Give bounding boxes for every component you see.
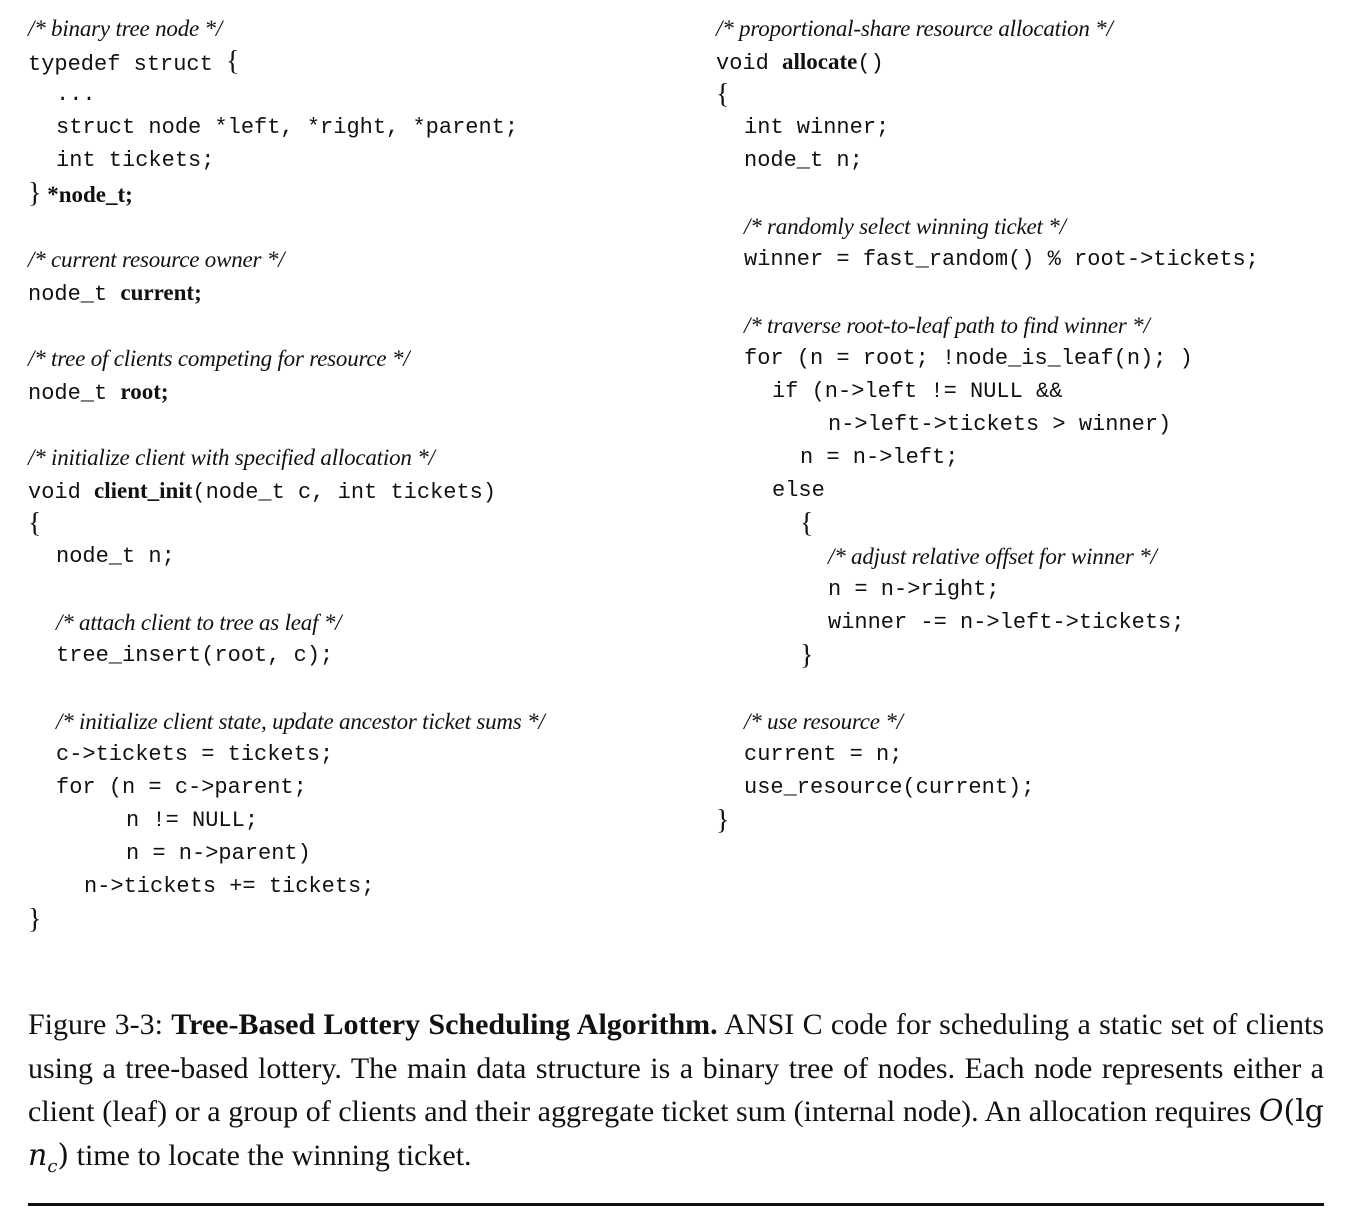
else-line: else [772,478,825,503]
assign-tickets-line: c->tickets = tickets; [56,742,334,767]
type-node-t: node_t [28,381,121,406]
comment-current-owner: /* current resource owner */ [28,247,285,272]
root-decl-line [28,375,688,408]
tree-insert-line: tree_insert(root, c); [56,643,334,668]
comment-update-ancestors: /* initialize client state, update ancestor ticket sums */ [56,709,545,734]
caption-body-2: time to locate the winning ticket. [69,1138,472,1172]
function-brace-close: } [28,904,42,935]
else-brace-open: { [800,508,814,539]
comment-use-resource: /* use resource */ [744,709,903,734]
if-line: if (n->left != NULL && [772,379,1063,404]
ellipsis-line: ... [56,82,96,107]
blank-line [716,672,1336,705]
typedef-keyword: typedef struct [28,52,227,77]
caption-body-1: ANSI C code for scheduling a static set of clients using a tree-based lottery. The main data structure is a binary tree of nodes. Each node represents either a client (leaf) or a group of clients and their aggregate ticket sum (internal node). An allocation requires [28,1008,1325,1128]
current-identifier: current; [120,280,202,305]
figure-caption [28,1003,1324,1177]
allocate-signature [716,45,1336,78]
comment-adjust-offset: /* adjust relative offset for winner */ [828,544,1157,569]
math-big-o: O [1258,1094,1284,1129]
typedef-close-line [28,177,688,210]
blank-line [28,408,688,441]
bottom-rule [28,1203,1324,1206]
winner-subtract-line: winner -= n->left->tickets; [828,610,1185,635]
client-init-args: (node_t c, int tickets) [192,480,497,505]
typedef-line [28,45,688,78]
for-step-line: n = n->parent) [126,841,311,866]
left-code-column [28,12,688,936]
current-decl-line [28,276,688,309]
right-code-column [716,12,1336,837]
blank-line [28,210,688,243]
node-t-typename: *node_t; [41,182,133,207]
blank-line [28,573,688,606]
allocate-args: () [857,51,884,76]
allocate-function-name: allocate [782,49,858,74]
for-body-line: n->tickets += tickets; [84,874,375,899]
n-right-line: n = n->right; [828,577,1000,602]
blank-line [28,309,688,342]
blank-line [716,177,1336,210]
math-lg: lg [1295,1094,1324,1129]
struct-pointers-line: struct node *left, *right, *parent; [56,115,519,140]
winner-assign-line: winner = fast_random() % root->tickets; [744,247,1259,272]
brace-open: { [226,46,240,77]
math-paren-open: ( [1283,1094,1296,1129]
figure-label: Figure 3-3: [28,1008,172,1041]
allocate-brace-close: } [716,805,730,836]
n-left-line: n = n->left; [800,445,959,470]
void-keyword: void [716,51,783,76]
client-init-function-name: client_init [94,478,193,503]
comment-proportional-share: /* proportional-share resource allocation */ [716,16,1113,41]
comment-tree-of-clients: /* tree of clients competing for resource */ [28,346,410,371]
brace-close: } [28,178,42,209]
if-continuation-line: n->left->tickets > winner) [828,412,1172,437]
comment-random-select: /* randomly select winning ticket */ [744,214,1066,239]
math-n: n [28,1137,48,1173]
comment-initialize-client: /* initialize client with specified allocation */ [28,445,435,470]
for-condition-line: n != NULL; [126,808,259,833]
function-brace-open: { [28,508,42,539]
comment-attach-client: /* attach client to tree as leaf */ [56,610,342,635]
decl-n-line: node_t n; [744,148,863,173]
else-brace-close: } [800,640,814,671]
int-winner-line: int winner; [744,115,890,140]
current-assign-line: current = n; [744,742,903,767]
math-subscript-c: c [47,1155,58,1177]
blank-line [28,672,688,705]
allocate-brace-open: { [716,79,730,110]
use-resource-line: use_resource(current); [744,775,1035,800]
for-start-line: for (n = c->parent; [56,775,307,800]
blank-line [716,276,1336,309]
math-paren-close: ) [57,1137,70,1173]
comment-binary-tree-node: /* binary tree node */ [28,16,223,41]
root-identifier: root; [120,379,169,404]
figure-title: Tree-Based Lottery Scheduling Algorithm. [171,1008,718,1041]
void-keyword: void [28,480,95,505]
int-tickets-line: int tickets; [56,148,215,173]
client-init-signature [28,474,688,507]
for-root-line: for (n = root; !node_is_leaf(n); ) [744,346,1193,371]
type-node-t: node_t [28,282,121,307]
comment-traverse: /* traverse root-to-leaf path to find winner */ [744,313,1150,338]
decl-n-line: node_t n; [56,544,175,569]
